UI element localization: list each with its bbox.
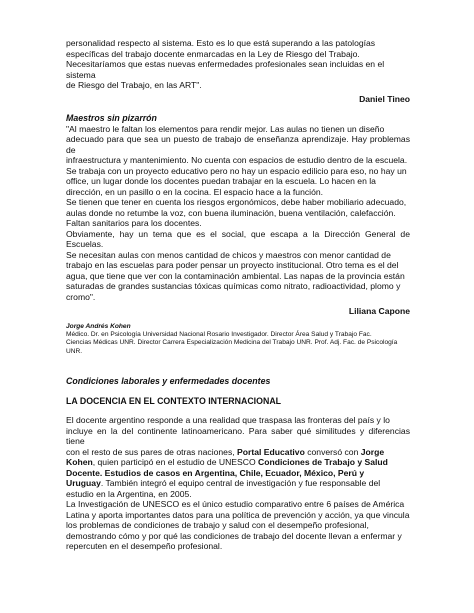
body-line: infraestructura y mantenimiento. No cuenta con espacios de estudio dentro de la escuela. [66,155,408,165]
body-line: office, un lugar donde los docentes puedan trabajar en la escuela. Lo hacen en la [66,176,376,186]
body-line: Se necesitan aulas con menos cantidad de chicos y maestros con menor cantidad de [66,249,391,260]
text-run: con el resto de sus pares de otras naciones, [66,446,238,457]
section-heading: Condiciones laborales y enfermedades docentes [66,376,271,386]
signature-capone: Liliana Capone [348,306,410,316]
section-heading: Maestros sin pizarrón [66,113,157,123]
body-line: Se trabaja con un proyecto educativo pero no hay un espacio edilicio para eso, no hay un [66,165,407,176]
intro-line: personalidad respecto al sistema. Esto es lo que está superando a las patologías [66,38,376,48]
body-line: Se tienen que tener en cuenta los riesgos ergonómicos, debe haber mobiliario adecuado, [66,197,407,207]
author-name: Jorge Andrés Kohen [66,323,131,330]
author-note [66,323,410,356]
author-bio-line: UNR. [66,347,83,355]
body-line: demostrando cómo y por qué las condiciones de trabajo del docente llevan a enfermar y [66,530,402,541]
text-run: conversó con [304,446,361,457]
body-line [66,478,410,489]
body-line [66,468,410,479]
intro-line: de Riesgo del Trabajo, en las ART". [66,80,202,90]
portal-educativo-bold: Portal Educativo [237,446,305,457]
section-condiciones [66,376,410,552]
author-bio-line: Médico. Dr. en Psicología Universidad Nacional Rosario Investigador. Director Área Salud y Trabajo Fac. [66,331,372,339]
body-line: los problemas de condiciones de trabajo y salud con el desempeño profesional, [66,520,369,530]
paragraph-2 [66,499,410,552]
body-line: Latina y aporta importantes datos para una política de prevención y acción, ya que vincula [66,509,410,520]
body-line: La Investigación de UNESCO es el único estudio comparativo entre 6 países de América [66,499,405,509]
body-line: repercuten en el desempeño profesional. [66,541,223,551]
body-line: Obviamente, hay un tema que es el social, que escapa a la Dirección General de Escuelas. [66,228,410,249]
intro-line: específicas del trabajo docente enmarcadas en la Ley de Riesgo del Trabajo. [66,48,360,59]
body-line: estudio en la Argentina, en 2005. [66,488,192,499]
study-title-bold: Condiciones de Trabajo y Salud [258,457,388,467]
body-line: trabajo en las escuelas para poder pensar un proyecto institucional. Otro tema es el del [66,260,399,270]
body-line: saturadas de grandes sustancias tóxicas químicas como nitrato, radioactividad, plomo y [66,281,401,291]
body-line [66,447,410,458]
signature-tineo: Daniel Tineo [359,93,410,104]
body-line: aulas donde no retumbe la voz, con buena iluminación, buena ventilación, calefacción. [66,207,396,218]
text-run: . También integró el equipo central de investigación y fue responsable del [100,478,381,488]
study-title-bold: Docente. Estudios de casos en Argentina, Chile, Ecuador, México, Perú y [66,467,365,478]
body-line: incluye en la del continente latinoamericano. Para saber qué similitudes y diferencias tiene [66,425,410,446]
intro-block [66,38,410,104]
text-run: , quien participó en el estudio de UNESCO [92,457,259,467]
body-line: dirección, en un pasillo o en la cocina. El espacio hace a la función. [66,186,324,197]
body-line: adecuado para que sea un puesto de trabajo de enseñanza aprendizaje. Hay problemas de [66,134,410,155]
intro-line: Necesitaríamos que estas nuevas enfermedades profesionales sean incluidas en el sistema [66,59,385,80]
body-line: Faltan sanitarios para los docentes. [66,218,202,228]
body-line: cromo". [66,291,96,302]
body-line: El docente argentino responde a una realidad que traspasa las fronteras del país y lo [66,415,390,425]
body-line: agua, que tiene que ver con la contaminación ambiental. Las napas de la provincia están [66,270,405,281]
section-title: LA DOCENCIA EN EL CONTEXTO INTERNACIONAL [66,395,282,406]
author-bio-line: Ciencias Médicas UNR. Director Carrera Especialización Medicina del Trabajo UNR. Prof. Adj. Fac. de Psicología [66,339,398,347]
study-title-bold: Uruguay [66,478,101,488]
paragraph-1 [66,415,410,499]
body-line [66,457,410,468]
section-maestros [66,113,410,317]
kohen-name-bold: Jorge [360,446,385,457]
kohen-name-bold: Kohen [66,457,93,467]
body-line: "Al maestro le faltan los elementos para rendir mejor. Las aulas no tienen un diseño [66,123,385,134]
